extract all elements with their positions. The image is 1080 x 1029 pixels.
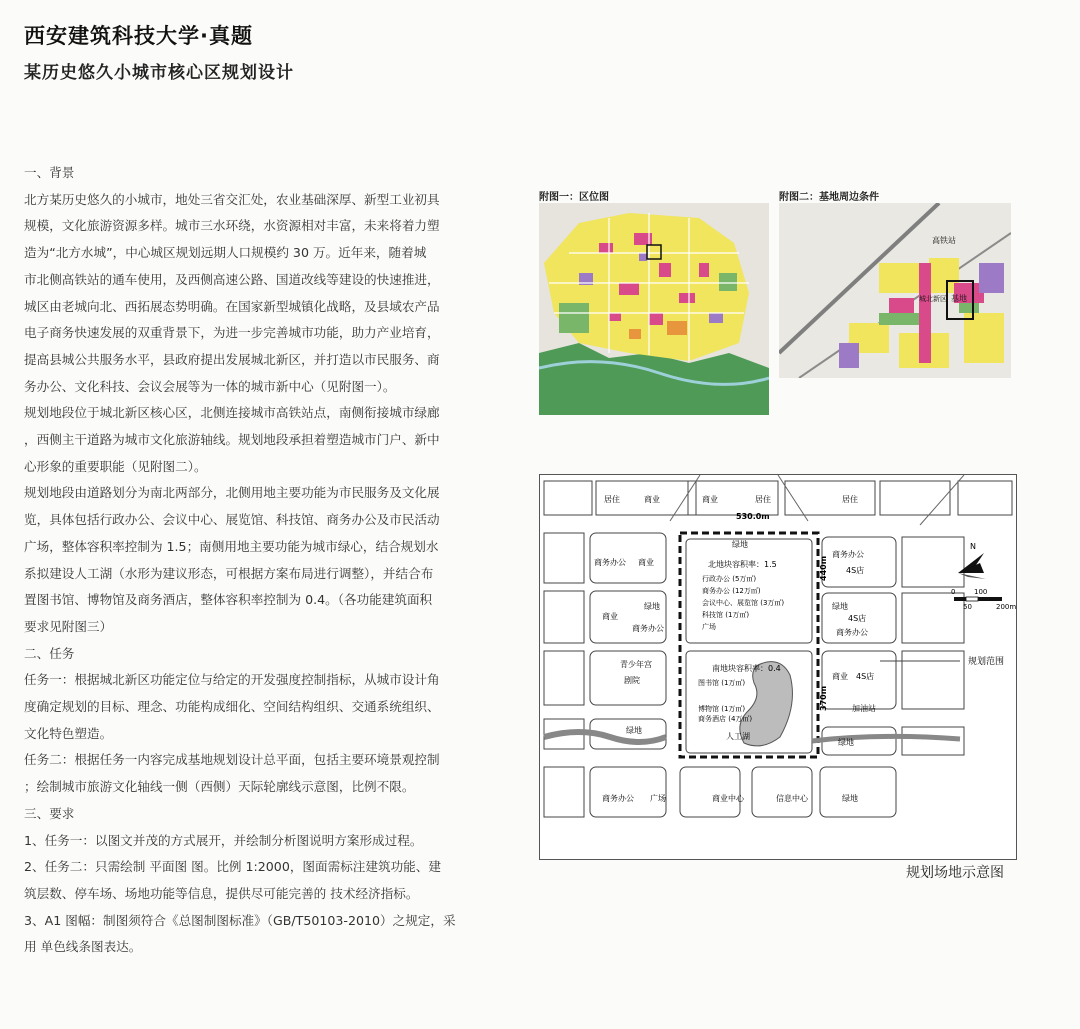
text-line: 3、A1 图幅：制图须符合《总图制图标准》（GB/T50103-2010）之规定，采 (24, 912, 456, 928)
scale-label: 100 (974, 588, 988, 596)
south-far-label: 南地块容积率：0.4 (712, 664, 781, 673)
text-line: 览，具体包括行政办公、会议中心、展览馆、科技馆、商务办公及市民活动 (24, 512, 440, 528)
section-heading: 三、要求 (24, 805, 75, 821)
block-label: 商业 (702, 495, 718, 504)
block-label: 商业 (638, 558, 654, 567)
scale-label: 50 (963, 603, 972, 611)
north-far-label: 北地块容积率：1.5 (708, 560, 777, 569)
text-line: 造为“北方水城”，中心城区规划远期人口规模约 30 万。近年来，随着城 (24, 245, 427, 261)
north-item: 广场 (702, 623, 716, 631)
text-line: 心形象的重要职能（见附图二）。 (24, 458, 207, 474)
section-heading: 二、任务 (24, 645, 75, 661)
station-label: 高铁站 (932, 236, 956, 245)
block-label: 4S店 (848, 614, 867, 623)
scale-label: 0 (951, 588, 956, 596)
block-label: 商业 (832, 672, 848, 681)
block-label: 剧院 (624, 676, 640, 685)
text-line: 文化特色塑造。 (24, 725, 113, 741)
new-district-label: 城北新区 (919, 295, 947, 303)
block-label: 绿地 (832, 602, 848, 611)
south-item: 博物馆 (1万㎡) (698, 705, 746, 713)
section-heading: 一、背景 (24, 165, 75, 180)
north-item: 商务办公 (12万㎡) (702, 587, 761, 595)
site-plan (539, 474, 1017, 860)
south-item: 图书馆 (1万㎡) (698, 679, 746, 687)
page-title: 西安建筑科技大学·真题 (24, 24, 253, 48)
north-green-label: 绿地 (732, 540, 748, 549)
location-map (539, 203, 769, 415)
block-label: 绿地 (644, 602, 660, 611)
fig2-caption: 附图二：基地周边条件 (779, 192, 879, 203)
text-line: 要求见附图三） (24, 618, 113, 634)
dimension-right-upper: 440m (819, 555, 828, 581)
text-line: 市北侧高铁站的通车使用，及西侧高速公路、国道改线等建设的快速推进， (24, 271, 440, 287)
boundary-label: 规划范围 (968, 657, 1005, 667)
block-label: 商务办公 (602, 794, 634, 803)
text-line: 筑层数、停车场、场地功能等信息，提供尽可能完善的 技术经济指标。 (24, 885, 419, 901)
text-line: 1、任务一：以图文并茂的方式展开，并绘制分析图说明方案形成过程。 (24, 832, 423, 848)
text-line: 规划地段位于城北新区核心区，北侧连接城市高铁站点，南侧衔接城市绿廊 (24, 405, 440, 421)
text-line: 置图书馆、博物馆及商务酒店，整体容积率控制为 0.4。（各功能建筑面积 (24, 592, 433, 608)
task-description (24, 160, 464, 961)
text-line: 用 单色线条图表达。 (24, 939, 142, 955)
block-label: 商务办公 (836, 628, 868, 637)
block-label: 商业中心 (712, 794, 744, 803)
block-label: 加油站 (852, 704, 876, 713)
text-line: 2、任务二：只需绘制 平面图 图。比例 1:2000，图面需标注建筑功能、建 (24, 859, 441, 875)
surroundings-map-image (779, 203, 1011, 378)
block-label: 商业 (602, 612, 618, 621)
block-label: 商务办公 (594, 558, 626, 567)
block-label: 绿地 (626, 726, 642, 735)
dimension-right-lower: 370m (819, 685, 828, 711)
text-line: ，西侧主干道路为城市文化旅游轴线。规划地段承担着塑造城市门户、新中 (24, 432, 440, 448)
north-arrow-icon (958, 553, 986, 579)
north-arrow-label: N (970, 542, 976, 551)
block-label: 信息中心 (776, 794, 808, 803)
text-line: 系拟建设人工湖（水形为建议形态，可根据方案布局进行调整），并结合布 (24, 565, 434, 581)
text-line: 电子商务快速发展的双重背景下，为进一步完善城市功能，助力产业培育， (24, 325, 440, 341)
text-line: 任务二：根据任务一内容完成基地规划设计总平面，包括主要环境景观控制 (24, 752, 440, 768)
text-line: 提高县城公共服务水平，县政府提出发展城北新区，并打造以市民服务、商 (24, 351, 440, 367)
text-line: 务办公、文化科技、会议会展等为一体的城市新中心（见附图一）。 (24, 378, 396, 394)
scale-label: 200m (996, 603, 1016, 611)
text-line: 广场，整体容积率控制为 1.5；南侧用地主要功能为城市绿心，结合规划水 (24, 538, 439, 554)
dimension-top: 530.0m (736, 512, 770, 521)
block-label: 商务办公 (832, 550, 864, 559)
text-line: 北方某历史悠久的小城市，地处三省交汇处，农业基础深厚、新型工业初具 (24, 191, 440, 207)
page-subtitle: 某历史悠久小城市核心区规划设计 (24, 63, 294, 83)
fig1-caption: 附图一：区位图 (539, 192, 609, 203)
north-item: 行政办公 (5万㎡) (702, 575, 757, 583)
text-line: 规模，文化旅游资源多样。城市三水环绕，水资源相对丰富，未来将着力塑 (24, 218, 440, 234)
block-label: 广场 (650, 794, 666, 803)
block-label: 4S店 (846, 566, 865, 575)
block-label: 居住 (755, 495, 771, 504)
text-line: 任务一：根据城北新区功能定位与给定的开发强度控制指标，从城市设计角 (24, 672, 440, 688)
text-line: 度确定规划的目标、理念、功能构成细化、空间结构组织、交通系统组织、 (24, 699, 440, 715)
north-item: 会议中心、展览馆 (3万㎡) (702, 599, 785, 607)
site-plan-caption: 规划场地示意图 (906, 865, 1004, 881)
text-line: ；绘制城市旅游文化轴线一侧（西侧）天际轮廓线示意图，比例不限。 (24, 779, 415, 795)
block-label: 商务办公 (632, 624, 664, 633)
text-line: 城区由老城向北、西拓展态势明确。在国家新型城镇化战略，及县域农产品 (24, 298, 440, 314)
scale-bar (954, 597, 1002, 601)
block-label: 居住 (604, 495, 620, 504)
text-line: 规划地段由道路划分为南北两部分，北侧用地主要功能为市民服务及文化展 (24, 485, 440, 501)
site-label: 基地 (951, 294, 967, 303)
block-label: 青少年宫 (620, 660, 652, 669)
block-label: 商业 (644, 495, 660, 504)
block-label: 4S店 (856, 672, 875, 681)
block-label: 居住 (842, 495, 858, 504)
north-item: 科技馆 (1万㎡) (702, 611, 750, 619)
location-map-image (539, 203, 769, 415)
site-plan-drawing (540, 475, 1016, 859)
lake-label: 人工湖 (726, 732, 750, 741)
surroundings-map (779, 203, 1011, 378)
block-label: 绿地 (842, 794, 858, 803)
block-label: 绿地 (838, 738, 854, 747)
south-item: 商务酒店 (4万㎡) (698, 715, 753, 723)
